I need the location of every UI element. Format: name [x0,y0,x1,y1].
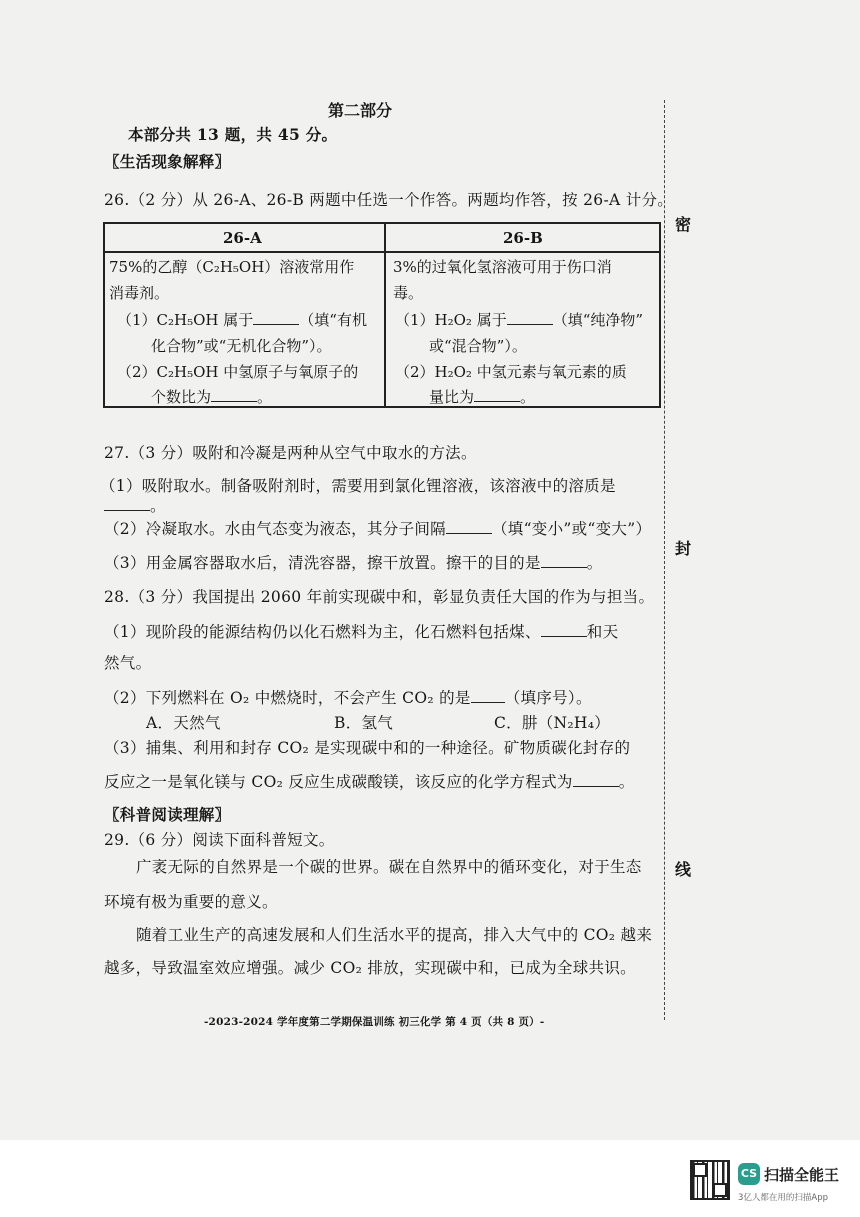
q28-p2-tail: （填序号）。 [504,689,592,707]
a-line6 [151,387,272,407]
binding-line [664,100,665,1020]
a-line4: 化合物”或“无机化合物”）。 [151,337,332,355]
q28-option-c: C．肼（N₂H₄） [494,714,611,732]
col-a-title: 26-A [223,229,262,247]
q27-stem: 27.（3 分）吸附和冷凝是两种从空气中取水的方法。 [104,444,477,462]
answer-blank[interactable] [104,496,150,511]
b-line3 [395,310,643,330]
q29-para2-cont: 越多，导致温室效应增强。减少 CO₂ 排放，实现碳中和，已成为全球共识。 [104,959,636,977]
b-line6-text: 量比为 [429,388,475,406]
q29-para1: 广袤无际的自然界是一个碳的世界。碳在自然界中的循环变化，对于生态 [136,858,642,876]
a-line6-text: 个数比为 [151,388,212,406]
camscanner-tagline: 3亿人都在用的扫描App [738,1193,829,1203]
a-line5: （2）C₂H₅OH 中氢原子与氧原子的 [117,363,359,381]
q27-p2-text: （2）冷凝取水。水由气态变为液态，其分子间隔 [104,520,446,538]
answer-blank[interactable] [471,688,505,703]
a-line3 [117,310,367,330]
q28-option-b: B．氢气 [334,714,394,732]
side-mark-xian: 线 [675,860,692,879]
table-header-rule [105,251,659,253]
q29-para2: 随着工业生产的高速发展和人们生活水平的提高，排入大气中的 CO₂ 越来 [136,926,653,944]
camscanner-logo-icon: CS [738,1163,760,1185]
q28-p1-text: （1）现阶段的能源结构仍以化石燃料为主，化石燃料包括煤、 [104,623,541,641]
page-footer: -2023-2024 学年度第二学期保温训练 初三化学 第 4 页（共 8 页）- [204,1016,545,1028]
a-line2: 消毒剂。 [109,284,170,302]
answer-blank[interactable] [541,622,587,637]
camscanner-name: 扫描全能王 [764,1166,840,1184]
side-mark-feng: 封 [675,539,692,558]
b-line2: 毒。 [393,284,424,302]
q27-p2-tail: （填“变小”或“变大”） [491,520,652,538]
b-line6-tail: 。 [520,388,536,406]
section-heading-reading: 〖科普阅读理解〗 [104,805,231,824]
b-line3-tail: （填“纯净物” [552,311,644,329]
q27-p3 [104,553,603,573]
answer-blank[interactable] [474,387,520,402]
answer-blank[interactable] [573,772,619,787]
a-line3-text: （1）C₂H₅OH 属于 [117,311,254,329]
part-intro: 本部分共 13 题，共 45 分。 [128,125,338,144]
q28-p3-tail: 。 [618,773,635,791]
q29-stem: 29.（6 分）阅读下面科普短文。 [104,831,335,849]
answer-blank[interactable] [211,387,257,402]
col-b-title: 26-B [503,229,543,247]
b-line3-text: （1）H₂O₂ 属于 [395,311,507,329]
q28-p1 [104,622,618,642]
part-title: 第二部分 [328,101,393,120]
a-line1: 75%的乙醇（C₂H₅OH）溶液常用作 [109,258,355,276]
q29-para1-cont: 环境有极为重要的意义。 [104,893,278,911]
a-line3-tail: （填“有机 [299,311,367,329]
q28-p3-text: 反应之一是氧化镁与 CO₂ 反应生成碳酸镁，该反应的化学方程式为 [104,773,573,791]
q27-p1-end: 。 [150,497,166,515]
q28-p3-cont [104,772,635,792]
q28-p1-cont: 然气。 [104,654,152,672]
answer-blank[interactable] [541,553,587,568]
q28-option-a: A．天然气 [146,714,221,732]
b-line6 [429,387,535,407]
q26-stem: 26.（2 分）从 26-A、26-B 两题中任选一个作答。两题均作答，按 26-A 计分。 [104,191,674,209]
q27-p1: （1）吸附取水。制备吸附剂时，需要用到氯化锂溶液，该溶液中的溶质是 [100,477,616,495]
q27-p3-tail: 。 [586,554,603,572]
q26-table [103,222,661,408]
q28-p2 [104,688,592,708]
answer-blank[interactable] [507,310,553,325]
q28-p2-text: （2）下列燃料在 O₂ 中燃烧时，不会产生 CO₂ 的是 [104,689,471,707]
q27-p1-blank [104,496,166,516]
qr-code-icon [690,1160,730,1200]
b-line5: （2）H₂O₂ 中氢元素与氧元素的质 [395,363,627,381]
b-line1: 3%的过氧化氢溶液可用于伤口消 [393,258,612,276]
section-heading-life: 〖生活现象解释〗 [104,152,231,171]
q28-stem: 28.（3 分）我国提出 2060 年前实现碳中和，彰显负责任大国的作为与担当。 [104,588,655,606]
a-line6-tail: 。 [257,388,273,406]
q27-p3-text: （3）用金属容器取水后，清洗容器，擦干放置。擦干的目的是 [104,554,541,572]
answer-blank[interactable] [446,519,492,534]
side-mark-mi: 密 [675,215,692,234]
q28-p3: （3）捕集、利用和封存 CO₂ 是实现碳中和的一种途径。矿物质碳化封存的 [104,739,631,757]
b-line4: 或“混合物”）。 [429,337,527,355]
q28-p1-tail: 和天 [586,623,619,641]
q27-p2 [104,519,651,539]
answer-blank[interactable] [253,310,299,325]
